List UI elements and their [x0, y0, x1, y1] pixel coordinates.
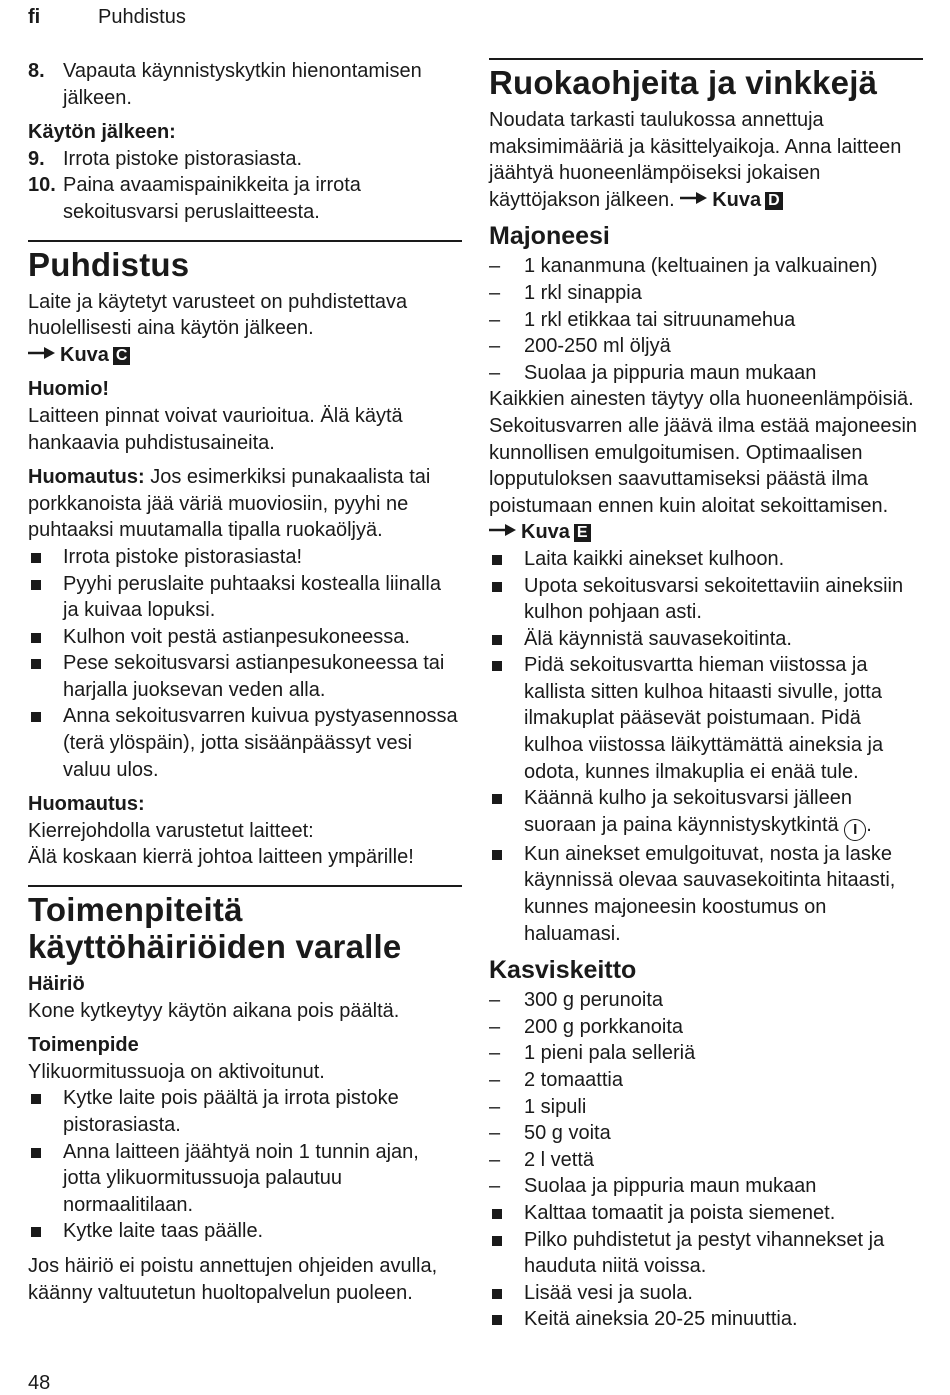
list-item: Pese sekoitusvarsi astianpesukoneessa tai harjalla juoksevan veden alla. — [28, 650, 462, 703]
ingredient-item: – 1 rkl etikkaa tai sitruunamehua — [489, 307, 923, 334]
step-10 — [28, 172, 462, 225]
dash-marker: – — [489, 335, 501, 358]
recipes-title: Ruokaohjeita ja vinkkejä — [489, 64, 878, 101]
bullet-square-icon — [31, 1227, 41, 1237]
arrow-right-icon — [680, 191, 708, 205]
list-item: Älä käynnistä sauvasekoitinta. — [489, 626, 923, 653]
step-8 — [28, 58, 462, 111]
figure-reference-d — [680, 189, 782, 211]
fault-text: Kone kytkeytyy käytön aikana pois päältä. — [28, 999, 400, 1022]
bullet-square-icon — [31, 580, 41, 590]
ingredient-item: – 2 tomaattia — [489, 1067, 923, 1094]
header-section-title: Puhdistus — [98, 6, 186, 28]
step-number: 10. — [28, 174, 56, 197]
bullet-square-icon — [492, 1236, 502, 1246]
bullet-square-icon — [31, 553, 41, 563]
section-divider — [28, 885, 462, 887]
figure-label: Kuva — [60, 343, 109, 366]
bullet-square-icon — [31, 659, 41, 669]
note2-label: Huomautus: — [28, 793, 145, 816]
closing-text: Jos häiriö ei poistu annettujen ohjeiden avulla, käänny valtuutetun huoltopalvelun puoleen. — [28, 1254, 438, 1304]
note-text: Jos esimerkiksi punakaalista tai porkkanoista jää väriä muoviosiin, pyyhi ne puhtaaksi muutamalla tipalla ruokaöljyä. — [28, 466, 431, 542]
dash-marker: – — [489, 255, 501, 278]
ingredient-item: – Suolaa ja pippuria maun mukaan — [489, 1173, 923, 1200]
list-item: Kytke laite pois päältä ja irrota pistoke pistorasiasta. — [28, 1085, 462, 1138]
list-item: Pyyhi peruslaite puhtaaksi kostealla liinalla ja kuivaa lopuksi. — [28, 571, 462, 624]
bullet-square-icon — [492, 582, 502, 592]
ingredient-item: – 50 g voita — [489, 1120, 923, 1147]
ingredient-item: – Suolaa ja pippuria maun mukaan — [489, 360, 923, 387]
bullet-square-icon — [31, 1148, 41, 1158]
dash-marker: – — [489, 989, 501, 1012]
step-text: Irrota pistoke pistorasiasta. — [63, 147, 302, 170]
bullet-square-icon — [31, 1094, 41, 1104]
ingredient-item: – 1 rkl sinappia — [489, 280, 923, 307]
bullet-square-icon — [492, 1289, 502, 1299]
note2-line2: Älä koskaan kierrä johtoa laitteen ympärille! — [28, 846, 414, 869]
list-item: Kalttaa tomaatit ja poista siemenet. — [489, 1200, 923, 1227]
bullet-square-icon — [492, 794, 502, 804]
figure-letter-badge: C — [113, 347, 131, 365]
arrow-right-icon — [28, 346, 56, 360]
ingredient-item: – 1 kananmuna (keltuainen ja valkuainen) — [489, 253, 923, 280]
list-item: Keitä aineksia 20-25 minuuttia. — [489, 1306, 923, 1333]
mayo-title: Majoneesi — [489, 222, 610, 251]
bullet-square-icon — [31, 633, 41, 643]
list-item: Kytke laite taas päälle. — [28, 1218, 462, 1245]
step-number: 8. — [28, 60, 45, 82]
step-text: Vapauta käynnistyskytkin hienontamisen jälkeen. — [63, 60, 422, 109]
dash-marker: – — [489, 1095, 501, 1118]
figure-label: Kuva — [521, 521, 570, 544]
action-heading: Toimenpide — [28, 1034, 139, 1057]
dash-marker: – — [489, 361, 501, 384]
bullet-square-icon — [31, 712, 41, 722]
list-item: Pilko puhdistetut ja pestyt vihannekset ja hauduta niitä voissa. — [489, 1227, 923, 1280]
step-number: 9. — [28, 147, 45, 170]
arrow-right-icon — [489, 523, 517, 537]
bullet-square-icon — [492, 1315, 502, 1325]
ingredient-item: – 200-250 ml öljyä — [489, 333, 923, 360]
cleaning-intro: Laite ja käytetyt varusteet on puhdistettava huolellisesti aina käytön jälkeen. — [28, 290, 408, 340]
right-column — [489, 58, 923, 1333]
fault-heading: Häiriö — [28, 973, 85, 996]
note2-line1: Kierrejohdolla varustetut laitteet: — [28, 819, 314, 842]
language-code: fi — [28, 6, 41, 28]
figure-label: Kuva — [712, 188, 762, 211]
bullet-square-icon — [492, 1209, 502, 1219]
note-label: Huomautus: — [28, 466, 145, 489]
section-divider — [489, 58, 923, 60]
soup-title: Kasviskeitto — [489, 956, 637, 985]
ingredient-item: – 1 pieni pala selleriä — [489, 1040, 923, 1067]
step-text: Paina avaamispainikkeita ja irrota sekoitusvarsi peruslaitteesta. — [63, 174, 361, 223]
figure-reference-e — [489, 521, 591, 543]
bullet-square-icon — [492, 635, 502, 645]
figure-reference-c — [28, 342, 462, 369]
after-use-heading: Käytön jälkeen: — [28, 121, 176, 144]
dash-marker: – — [489, 1175, 501, 1198]
dash-marker: – — [489, 1148, 501, 1171]
list-item: Lisää vesi ja suola. — [489, 1280, 923, 1307]
list-item: Laita kaikki ainekset kulhoon. — [489, 546, 923, 573]
dash-marker: – — [489, 1042, 501, 1065]
ingredient-item: – 2 l vettä — [489, 1147, 923, 1174]
dash-marker: – — [489, 1122, 501, 1145]
list-item: Käännä kulho ja sekoitusvarsi jälleen suoraan ja paina käynnistyskytkintä I . — [489, 785, 923, 841]
ingredient-item: – 1 sipuli — [489, 1094, 923, 1121]
action-text: Ylikuormitussuoja on aktivoitunut. — [28, 1060, 325, 1083]
recipes-intro: Noudata tarkasti taulukossa annettuja maksimimääriä ja käsittelyaikoja. Anna laitteen jäähtyä huoneenlämpöiseksi jokaisen käyttöjakson jälkeen. Kuva D — [489, 109, 902, 211]
list-item: Upota sekoitusvarsi sekoitettaviin aineksiin kulhon pohjaan asti. — [489, 573, 923, 626]
troubleshooting-title: Toimenpiteitä käyttöhäiriöiden varalle — [28, 891, 402, 966]
page-header — [28, 6, 186, 29]
ingredient-item: – 200 g porkkanoita — [489, 1014, 923, 1041]
attention-text: Laitteen pinnat voivat vaurioitua. Älä käytä hankaavia puhdistusaineita. — [28, 404, 403, 454]
page-number: 48 — [28, 1372, 51, 1394]
figure-letter-badge: D — [765, 192, 783, 210]
list-item: Anna laitteen jäähtyä noin 1 tunnin ajan, jotta ylikuormitussuoja palautuu normaalitilaan. — [28, 1139, 462, 1219]
list-item: Kulhon voit pestä astianpesukoneessa. — [28, 624, 462, 651]
bullet-square-icon — [492, 661, 502, 671]
dash-marker: – — [489, 1069, 501, 1091]
dash-marker: – — [489, 281, 501, 304]
list-item: Kun ainekset emulgoituvat, nosta ja laske käynnissä olevaa sauvasekoitinta hitaasti, kunnes majoneesin koostumus on haluamasi. — [489, 841, 923, 947]
dash-marker: – — [489, 1015, 501, 1038]
dash-marker: – — [489, 308, 501, 331]
figure-letter-badge: E — [574, 524, 591, 542]
section-divider — [28, 240, 462, 242]
bullet-square-icon — [492, 850, 502, 860]
step-9 — [28, 146, 462, 173]
left-column — [28, 58, 462, 1306]
list-item: Pidä sekoitusvartta hieman viistossa ja kallista sitten kulhoa hitaasti sivulle, jotta ilmakuplat pääsevät poistumaan. Pidä kulhoa viistossa läikyttämättä aineksia ja odota, kunnes ilmakuplia ei enää tule. — [489, 652, 923, 785]
list-item: Anna sekoitusvarren kuivua pystyasennossa (terä ylöspäin), jotta sisäänpäässyt vesi valuu ulos. — [28, 703, 462, 783]
cleaning-title: Puhdistus — [28, 245, 190, 283]
list-item: Irrota pistoke pistorasiasta! — [28, 544, 462, 571]
bullet-square-icon — [492, 555, 502, 565]
note-paragraph — [28, 464, 462, 544]
mayo-note: Kaikkien ainesten täytyy olla huoneenlämpöisiä. Sekoitusvarren alle jäävä ilma estää majoneesin kunnollisen emulgoitumisen. Optimaalisen lopputuloksen saavuttamiseksi päästä ilma poistumaan ennen kuin aloitat sekoittamisen. Kuva E — [489, 388, 918, 544]
ingredient-item: – 300 g perunoita — [489, 987, 923, 1014]
power-switch-icon: I — [844, 819, 866, 841]
attention-heading: Huomio! — [28, 378, 110, 401]
